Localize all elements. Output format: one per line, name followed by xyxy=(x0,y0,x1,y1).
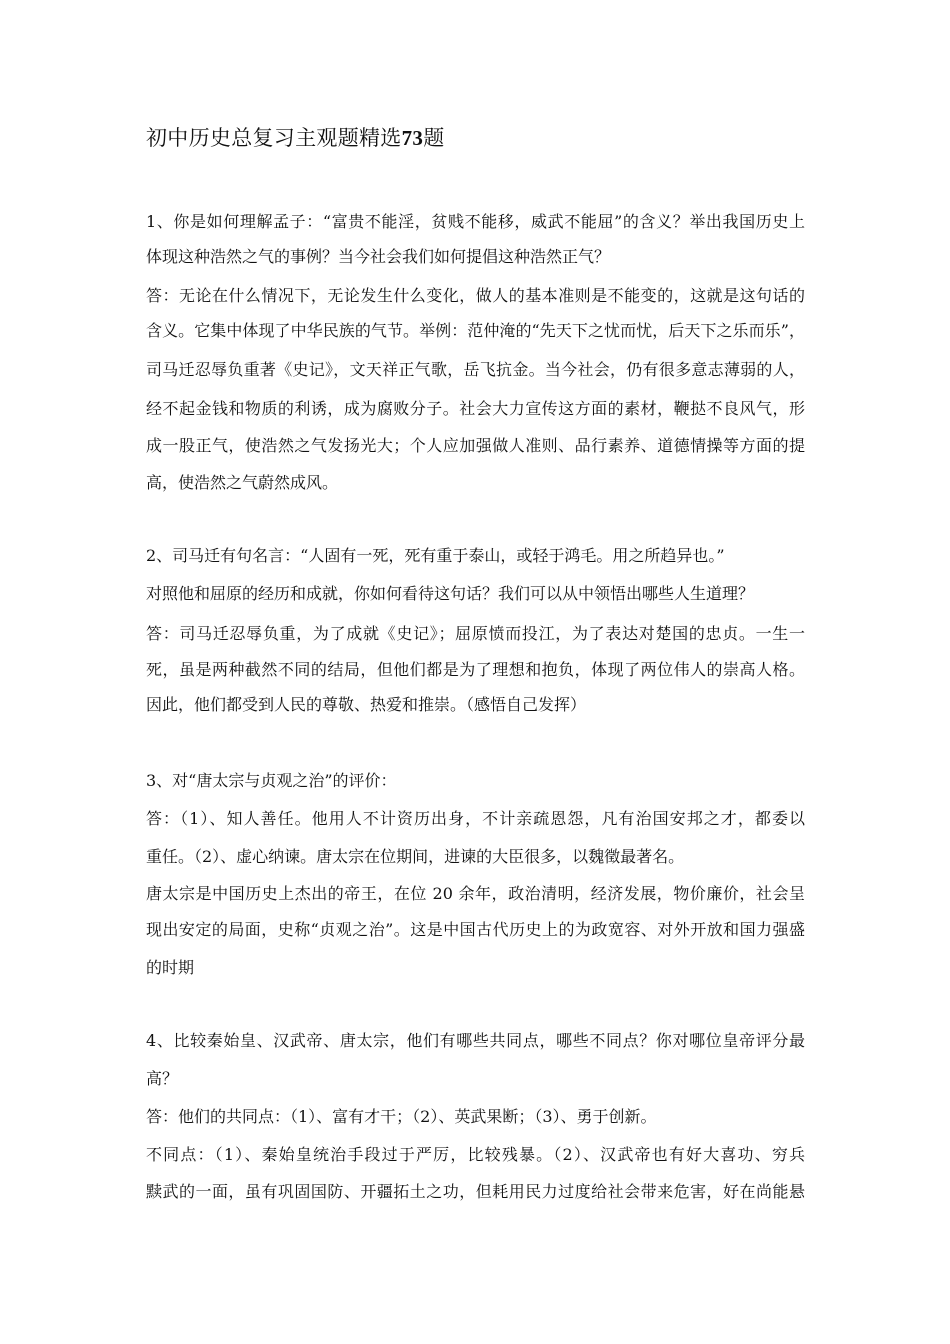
question-3-answer-line-1: 答：（1）、知人善任。他用人不计资历出身，不计亲疏恩怨，凡有治国安邦之才，都委以 xyxy=(146,809,805,828)
question-4-line-1: 4、比较秦始皇、汉武帝、唐太宗，他们有哪些共同点，哪些不同点？你对哪位皇帝评分最 xyxy=(146,1031,805,1050)
question-1-answer-line-4: 经不起金钱和物质的利诱，成为腐败分子。社会大力宣传这方面的素材，鞭挞不良风气，形 xyxy=(146,399,805,418)
question-4-answer-line-2: 不同点：（1）、秦始皇统治手段过于严厉，比较残暴。（2）、汉武帝也有好大喜功、穷兵 xyxy=(146,1145,805,1164)
question-3-answer-line-5: 的时期 xyxy=(146,958,195,977)
question-4-answer-line-3: 黩武的一面，虽有巩固国防、开疆拓土之功，但耗用民力过度给社会带来危害，好在尚能悬 xyxy=(146,1182,805,1201)
question-3-answer-line-2: 重任。（2）、虚心纳谏。唐太宗在位期间，进谏的大臣很多，以魏徵最著名。 xyxy=(146,847,685,866)
question-4-line-2: 高？ xyxy=(146,1069,179,1088)
document-title-number: 73 xyxy=(401,126,424,150)
question-1-answer-line-3: 司马迁忍辱负重著《史记》，文天祥正气歌，岳飞抗金。当今社会，仍有很多意志薄弱的人， xyxy=(146,360,805,379)
question-1-answer-line-6: 高，使浩然之气蔚然成风。 xyxy=(146,473,339,492)
question-3-line-1: 3、对“唐太宗与贞观之治”的评价： xyxy=(146,771,397,790)
question-1-answer-line-1: 答：无论在什么情况下，无论发生什么变化，做人的基本准则是不能变的，这就是这句话的 xyxy=(146,286,805,305)
question-2-answer-line-2: 死，虽是两种截然不同的结局，但他们都是为了理想和抱负，体现了两位伟人的崇高人格。 xyxy=(146,660,805,679)
question-2-line-2: 对照他和屈原的经历和成就，你如何看待这句话？我们可以从中领悟出哪些人生道理？ xyxy=(146,584,755,603)
question-1-line-1: 1、你是如何理解孟子：“富贵不能淫，贫贱不能移，威武不能屈”的含义？举出我国历史上 xyxy=(146,212,805,231)
document-title xyxy=(146,122,445,152)
question-4-answer-line-1: 答：他们的共同点：（1）、富有才干；（2）、英武果断；（3）、勇于创新。 xyxy=(146,1107,657,1126)
question-2-answer-line-3: 因此，他们都受到人民的尊敬、热爱和推崇。（感悟自己发挥） xyxy=(146,695,587,714)
question-1-answer-line-5: 成一股正气，使浩然之气发扬光大；个人应加强做人准则、品行素养、道德情操等方面的提 xyxy=(146,436,805,455)
document-title-suffix: 题 xyxy=(423,126,445,150)
question-2-answer-line-1: 答：司马迁忍辱负重，为了成就《史记》；屈原愤而投江，为了表达对楚国的忠贞。一生一 xyxy=(146,624,805,643)
document-title-text: 初中历史总复习主观题精选 xyxy=(146,126,402,150)
question-3-answer-line-3: 唐太宗是中国历史上杰出的帝王，在位 20 余年，政治清明，经济发展，物价廉价，社会呈 xyxy=(146,884,805,903)
question-1-answer-line-2: 含义。它集中体现了中华民族的气节。举例：范仲淹的“先天下之忧而忧，后天下之乐而乐”， xyxy=(146,321,805,340)
question-1-line-2: 体现这种浩然之气的事例？当今社会我们如何提倡这种浩然正气？ xyxy=(146,247,611,266)
question-3-answer-line-4: 现出安定的局面，史称“贞观之治”。这是中国古代历史上的为政宽容、对外开放和国力强盛 xyxy=(146,920,805,939)
question-2-line-1: 2、司马迁有句名言：“人固有一死，死有重于泰山，或轻于鸿毛。用之所趋异也。” xyxy=(146,546,725,565)
